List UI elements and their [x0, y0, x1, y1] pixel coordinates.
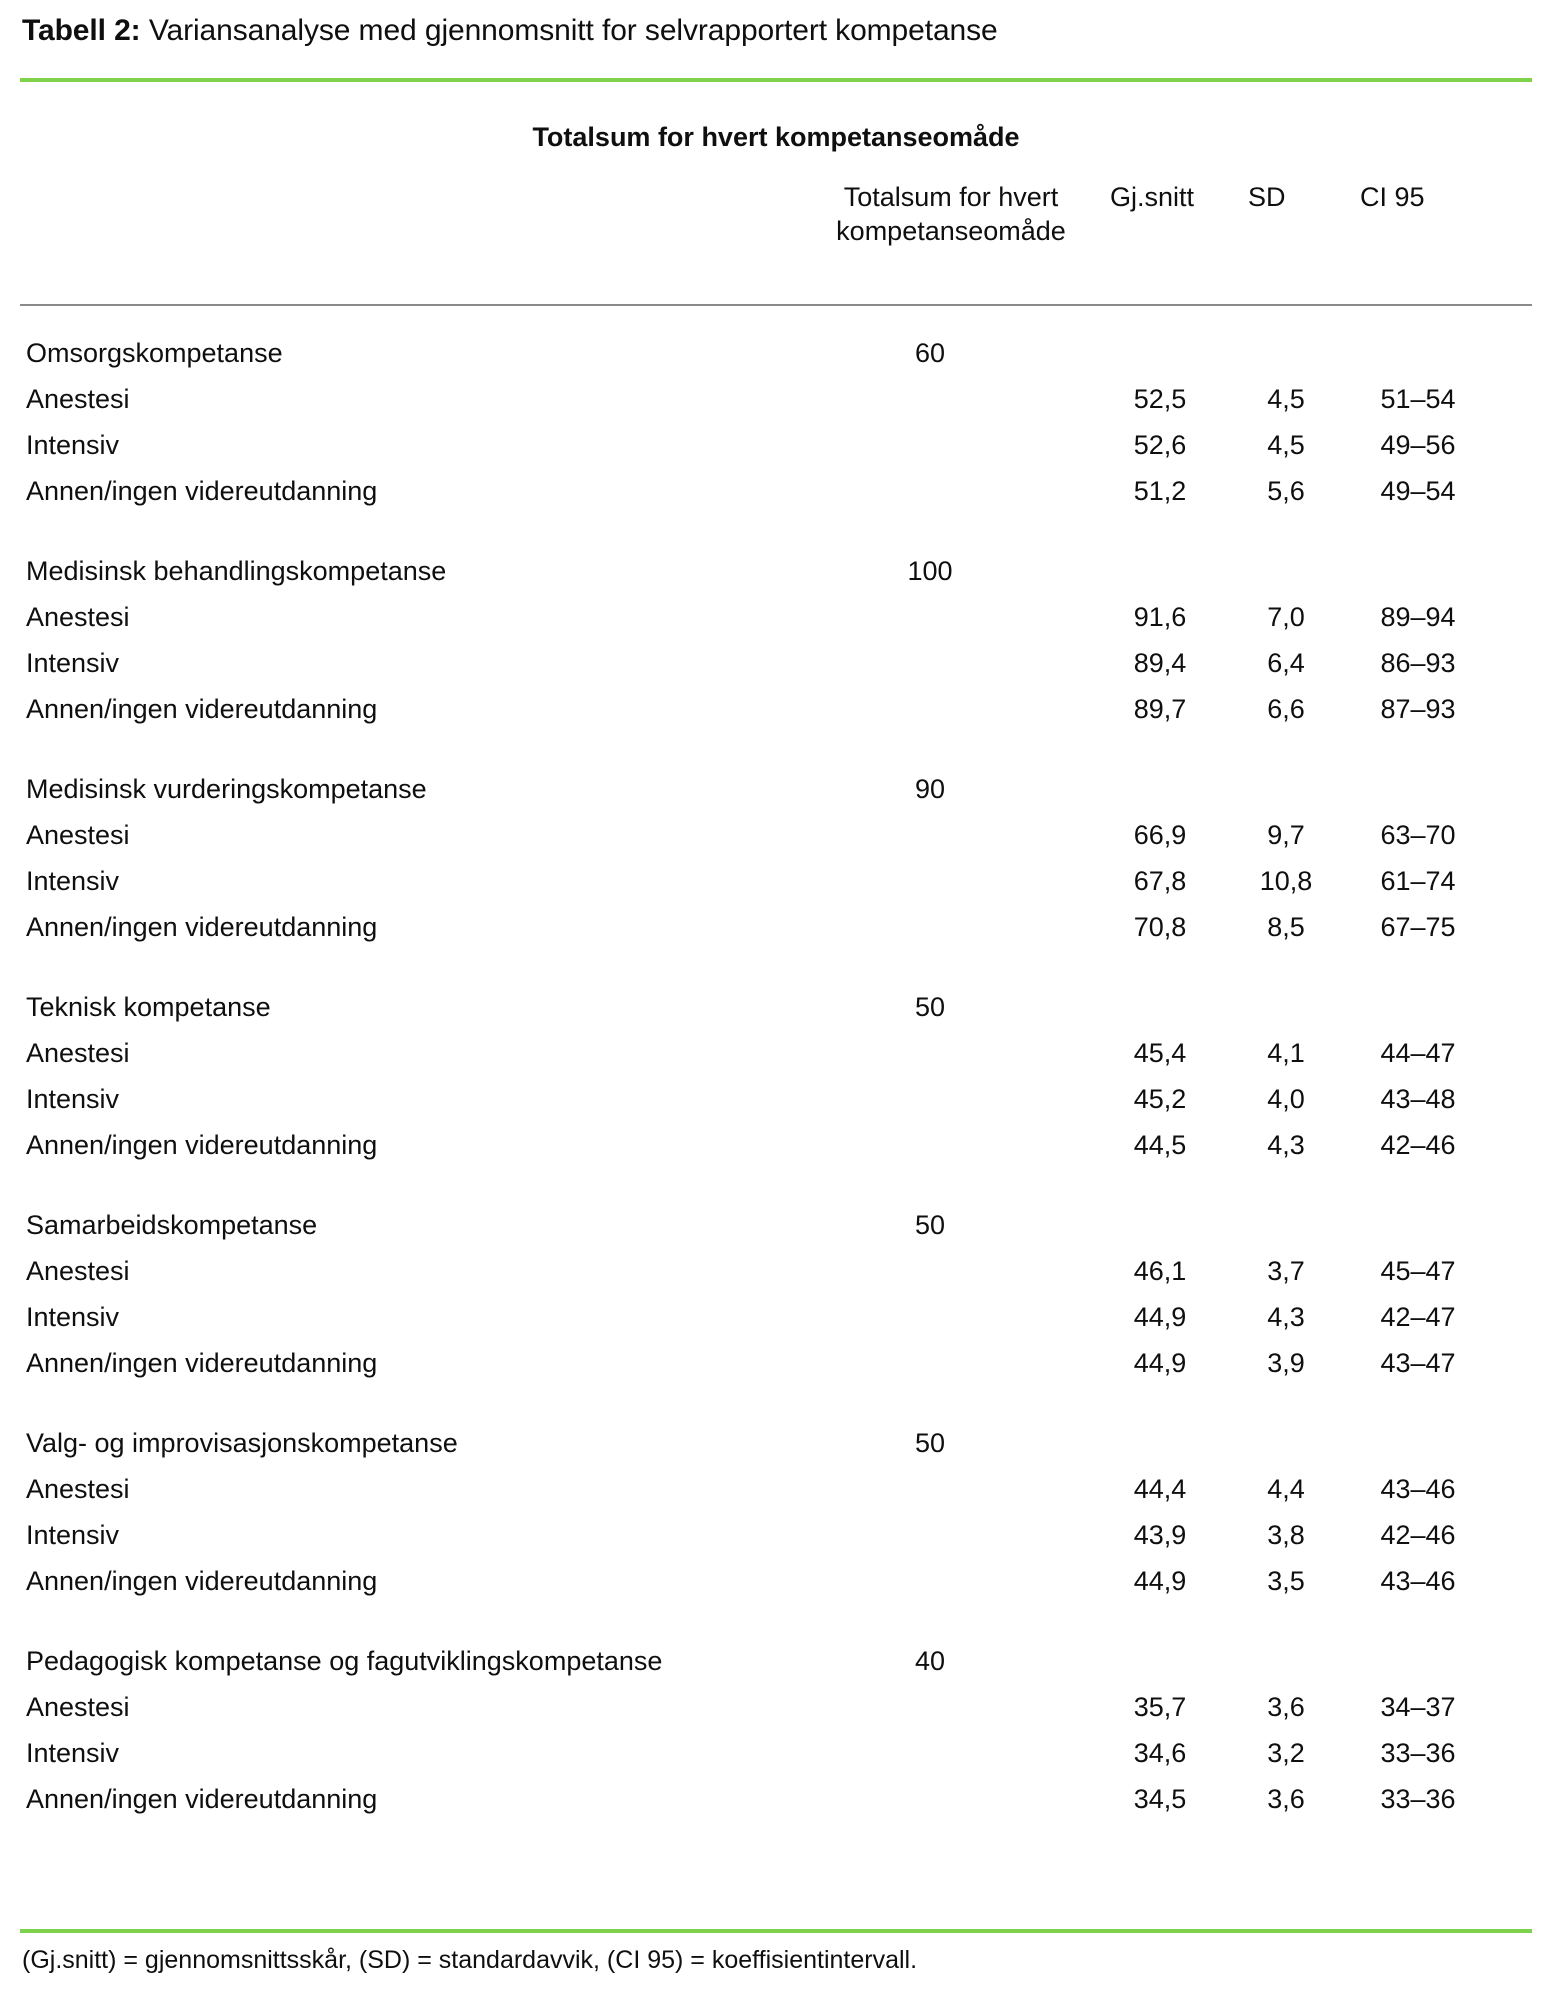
table-row: [0, 468, 1564, 514]
group-total-value: 100: [907, 556, 953, 586]
competence-group: [0, 548, 1564, 732]
row-mean-value: 43,9: [1133, 1520, 1187, 1550]
row-label: Annen/ingen videreutdanning: [26, 694, 378, 724]
row-ci-value: 42–46: [1380, 1520, 1456, 1550]
column-header-mean: Gj.snitt: [1110, 182, 1195, 212]
row-ci-value: 44–47: [1380, 1038, 1456, 1068]
row-ci-value: 87–93: [1380, 694, 1456, 724]
group-total-value: 50: [914, 1428, 946, 1458]
row-ci-value: 45–47: [1380, 1256, 1456, 1286]
row-label: Anestesi: [26, 384, 130, 414]
table-caption: [22, 12, 998, 50]
competence-group: [0, 766, 1564, 950]
row-label: Annen/ingen videreutdanning: [26, 912, 378, 942]
row-label: Intensiv: [26, 1302, 120, 1332]
row-ci-value: 63–70: [1380, 820, 1456, 850]
table-row: [0, 1248, 1564, 1294]
row-sd-value: 4,3: [1267, 1302, 1305, 1332]
row-sd-value: 3,9: [1267, 1348, 1305, 1378]
group-name: Samarbeidskompetanse: [26, 1210, 318, 1240]
spanner-header: Totalsum for hvert kompetanseomåde: [532, 122, 1020, 152]
caption-label: Tabell 2:: [22, 14, 141, 47]
row-sd-value: 4,0: [1267, 1084, 1305, 1114]
row-mean-value: 44,5: [1133, 1130, 1187, 1160]
row-ci-value: 43–48: [1380, 1084, 1456, 1114]
row-label: Annen/ingen videreutdanning: [26, 1348, 378, 1378]
row-sd-value: 7,0: [1267, 602, 1305, 632]
table-row: [0, 1122, 1564, 1168]
row-sd-value: 4,1: [1267, 1038, 1305, 1068]
row-label: Intensiv: [26, 866, 120, 896]
column-header-row: [0, 180, 1564, 300]
group-total-value: 50: [914, 992, 946, 1022]
row-label: Annen/ingen videreutdanning: [26, 1784, 378, 1814]
row-sd-value: 3,8: [1267, 1520, 1305, 1550]
row-ci-value: 33–36: [1380, 1738, 1456, 1768]
row-ci-value: 43–47: [1380, 1348, 1456, 1378]
row-mean-value: 52,5: [1133, 384, 1187, 414]
row-sd-value: 3,7: [1267, 1256, 1305, 1286]
group-name: Valg- og improvisasjonskompetanse: [26, 1428, 458, 1458]
column-header-sd: SD: [1248, 182, 1286, 212]
row-sd-value: 6,6: [1267, 694, 1305, 724]
table-row: [0, 1076, 1564, 1122]
row-mean-value: 66,9: [1133, 820, 1187, 850]
competence-group: [0, 1638, 1564, 1822]
row-sd-value: 3,5: [1267, 1566, 1305, 1596]
row-sd-value: 6,4: [1267, 648, 1305, 678]
group-header-row: [0, 330, 1564, 376]
group-name: Teknisk kompetanse: [26, 992, 271, 1022]
row-label: Annen/ingen videreutdanning: [26, 476, 378, 506]
row-sd-value: 4,5: [1267, 384, 1305, 414]
row-mean-value: 70,8: [1133, 912, 1187, 942]
table-row: [0, 1294, 1564, 1340]
row-label: Anestesi: [26, 1256, 130, 1286]
row-ci-value: 43–46: [1380, 1474, 1456, 1504]
row-label: Anestesi: [26, 1692, 130, 1722]
row-label: Intensiv: [26, 648, 120, 678]
table-row: [0, 1512, 1564, 1558]
group-header-row: [0, 984, 1564, 1030]
row-sd-value: 4,5: [1267, 430, 1305, 460]
row-ci-value: 42–47: [1380, 1302, 1456, 1332]
row-mean-value: 45,4: [1133, 1038, 1187, 1068]
row-mean-value: 45,2: [1133, 1084, 1187, 1114]
group-header-row: [0, 1420, 1564, 1466]
row-mean-value: 44,9: [1133, 1566, 1187, 1596]
row-mean-value: 51,2: [1133, 476, 1187, 506]
group-header-row: [0, 548, 1564, 594]
row-sd-value: 4,4: [1267, 1474, 1305, 1504]
table-row: [0, 640, 1564, 686]
row-label: Anestesi: [26, 1038, 130, 1068]
table-row: [0, 1776, 1564, 1822]
row-mean-value: 89,4: [1133, 648, 1187, 678]
table-row: [0, 422, 1564, 468]
row-sd-value: 9,7: [1267, 820, 1305, 850]
row-ci-value: 61–74: [1380, 866, 1456, 896]
row-mean-value: 44,4: [1133, 1474, 1187, 1504]
row-ci-value: 33–36: [1380, 1784, 1456, 1814]
table-row: [0, 594, 1564, 640]
row-ci-value: 67–75: [1380, 912, 1456, 942]
table-row: [0, 1340, 1564, 1386]
row-mean-value: 91,6: [1133, 602, 1187, 632]
row-sd-value: 3,2: [1267, 1738, 1305, 1768]
group-name: Medisinsk vurderingskompetanse: [26, 774, 427, 804]
competence-group: [0, 330, 1564, 514]
row-label: Intensiv: [26, 1738, 120, 1768]
row-sd-value: 4,3: [1267, 1130, 1305, 1160]
top-accent-rule: [20, 78, 1532, 82]
table-body: [0, 330, 1564, 1822]
row-mean-value: 52,6: [1133, 430, 1187, 460]
row-mean-value: 89,7: [1133, 694, 1187, 724]
table-row: [0, 1684, 1564, 1730]
row-mean-value: 44,9: [1133, 1348, 1187, 1378]
row-label: Anestesi: [26, 602, 130, 632]
competence-group: [0, 1420, 1564, 1604]
table-row: [0, 1466, 1564, 1512]
group-total-value: 50: [914, 1210, 946, 1240]
row-ci-value: 42–46: [1380, 1130, 1456, 1160]
competence-group: [0, 984, 1564, 1168]
row-label: Annen/ingen videreutdanning: [26, 1566, 378, 1596]
group-header-row: [0, 766, 1564, 812]
column-header-ci: CI 95: [1360, 182, 1425, 212]
row-mean-value: 35,7: [1133, 1692, 1187, 1722]
group-total-value: 60: [914, 338, 946, 368]
group-header-row: [0, 1638, 1564, 1684]
row-ci-value: 43–46: [1380, 1566, 1456, 1596]
row-ci-value: 86–93: [1380, 648, 1456, 678]
row-label: Intensiv: [26, 430, 120, 460]
row-label: Anestesi: [26, 1474, 130, 1504]
row-label: Intensiv: [26, 1084, 120, 1114]
row-mean-value: 44,9: [1133, 1302, 1187, 1332]
competence-group: [0, 1202, 1564, 1386]
group-name: Pedagogisk kompetanse og fagutviklingskompetanse: [26, 1646, 663, 1676]
row-sd-value: 8,5: [1267, 912, 1305, 942]
row-ci-value: 49–54: [1380, 476, 1456, 506]
row-sd-value: 5,6: [1267, 476, 1305, 506]
group-header-row: [0, 1202, 1564, 1248]
row-label: Intensiv: [26, 1520, 120, 1550]
group-name: Omsorgskompetanse: [26, 338, 283, 368]
row-label: Annen/ingen videreutdanning: [26, 1130, 378, 1160]
row-sd-value: 3,6: [1267, 1784, 1305, 1814]
row-mean-value: 34,5: [1133, 1784, 1187, 1814]
table-footnote: (Gj.snitt) = gjennomsnittsskår, (SD) = standardavvik, (CI 95) = koeffisientintervall.: [22, 1946, 918, 1974]
table-row: [0, 1030, 1564, 1076]
caption-text: Variansanalyse med gjennomsnitt for selvrapportert kompetanse: [148, 14, 998, 47]
table-row: [0, 686, 1564, 732]
row-ci-value: 49–56: [1380, 430, 1456, 460]
column-header-area: Totalsum for hvert kompetanseomåde: [836, 182, 1066, 246]
row-sd-value: 10,8: [1259, 866, 1313, 896]
row-ci-value: 89–94: [1380, 602, 1456, 632]
table-row: [0, 376, 1564, 422]
row-sd-value: 3,6: [1267, 1692, 1305, 1722]
group-total-value: 90: [914, 774, 946, 804]
table-row: [0, 1558, 1564, 1604]
table-row: [0, 858, 1564, 904]
table-row: [0, 1730, 1564, 1776]
bottom-accent-rule: [20, 1929, 1532, 1933]
table-row: [0, 904, 1564, 950]
header-divider-rule: [20, 304, 1532, 306]
group-name: Medisinsk behandlingskompetanse: [26, 556, 447, 586]
row-mean-value: 46,1: [1133, 1256, 1187, 1286]
row-mean-value: 67,8: [1133, 866, 1187, 896]
row-ci-value: 51–54: [1380, 384, 1456, 414]
group-total-value: 40: [914, 1646, 946, 1676]
row-ci-value: 34–37: [1380, 1692, 1456, 1722]
table-row: [0, 812, 1564, 858]
row-label: Anestesi: [26, 820, 130, 850]
row-mean-value: 34,6: [1133, 1738, 1187, 1768]
